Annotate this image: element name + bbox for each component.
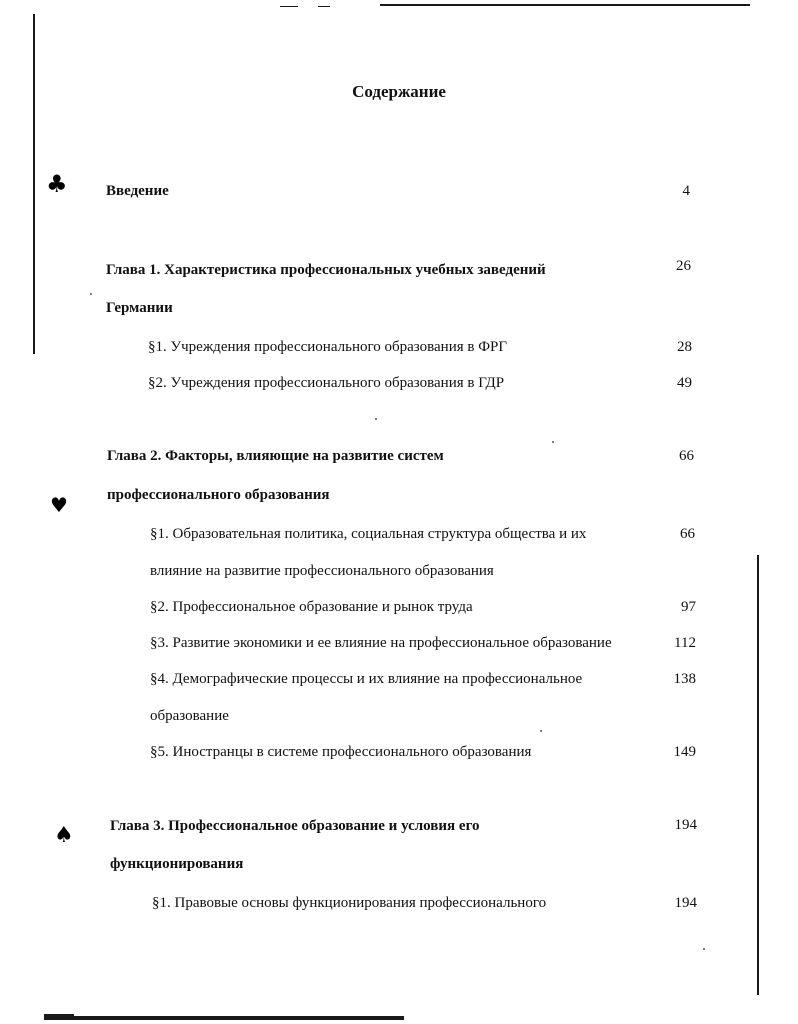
toc-section: §5. Иностранцы в системе профессионального образования bbox=[150, 744, 532, 760]
toc-section-page: 149 bbox=[673, 744, 696, 760]
toc-section-page: 49 bbox=[677, 375, 692, 391]
toc-chapter1-title-cont: Германии bbox=[106, 300, 173, 316]
toc-section-page: 97 bbox=[681, 599, 696, 615]
scan-mark-top bbox=[318, 6, 330, 7]
toc-section-page: 138 bbox=[673, 671, 696, 687]
ink-blot-icon: ♠ bbox=[54, 823, 74, 848]
toc-intro-label: Введение bbox=[106, 183, 169, 199]
scan-mark-top bbox=[280, 6, 298, 7]
toc-chapter1-title: Глава 1. Характеристика профессиональных учебных заведений bbox=[106, 262, 546, 278]
toc-section: §1. Правовые основы функционирования профессионального bbox=[152, 895, 547, 911]
scan-border-bottom bbox=[44, 1016, 404, 1020]
ink-blot-icon: ♣ bbox=[46, 170, 68, 198]
toc-chapter3-title-cont: функционирования bbox=[110, 856, 244, 872]
toc-chapter3-title: Глава 3. Профессиональное образование и условия его bbox=[110, 818, 480, 834]
toc-section: §1. Образовательная политика, социальная структура общества и их bbox=[150, 526, 587, 542]
toc-section-page: 66 bbox=[680, 526, 695, 542]
toc-section: §2. Учреждения профессионального образования в ГДР bbox=[148, 375, 505, 391]
toc-section-cont: образование bbox=[150, 708, 229, 724]
toc-section-page: 194 bbox=[674, 895, 697, 911]
page-title: Содержание bbox=[352, 82, 446, 101]
scan-speck bbox=[375, 418, 377, 420]
toc-section-page: 28 bbox=[677, 339, 692, 355]
toc-section: §1. Учреждения профессионального образования в ФРГ bbox=[148, 339, 508, 355]
toc-section: §3. Развитие экономики и ее влияние на профессиональное образование bbox=[150, 635, 612, 651]
scan-speck bbox=[703, 948, 705, 950]
toc-section: §2. Профессиональное образование и рынок труда bbox=[150, 599, 473, 615]
scan-speck bbox=[540, 730, 542, 732]
toc-chapter2-title: Глава 2. Факторы, влияющие на развитие систем bbox=[107, 448, 444, 464]
toc-chapter3-page: 194 bbox=[674, 817, 697, 833]
scan-border-right bbox=[757, 555, 759, 995]
toc-section-page: 112 bbox=[674, 635, 696, 651]
toc-chapter2-title-cont: профессионального образования bbox=[107, 487, 330, 503]
toc-intro-page: 4 bbox=[682, 183, 690, 199]
ink-blot-icon: ♥ bbox=[50, 493, 68, 517]
scan-speck bbox=[552, 441, 554, 443]
scan-border-top bbox=[380, 4, 750, 6]
toc-section: §4. Демографические процессы и их влияние на профессиональное bbox=[150, 671, 583, 687]
scan-border-left bbox=[33, 14, 35, 354]
toc-chapter2-page: 66 bbox=[679, 448, 694, 464]
scan-speck bbox=[90, 293, 92, 295]
toc-chapter1-page: 26 bbox=[676, 258, 691, 274]
scan-mark-bottom bbox=[44, 1014, 74, 1020]
toc-section-cont: влияние на развитие профессионального образования bbox=[150, 563, 494, 579]
